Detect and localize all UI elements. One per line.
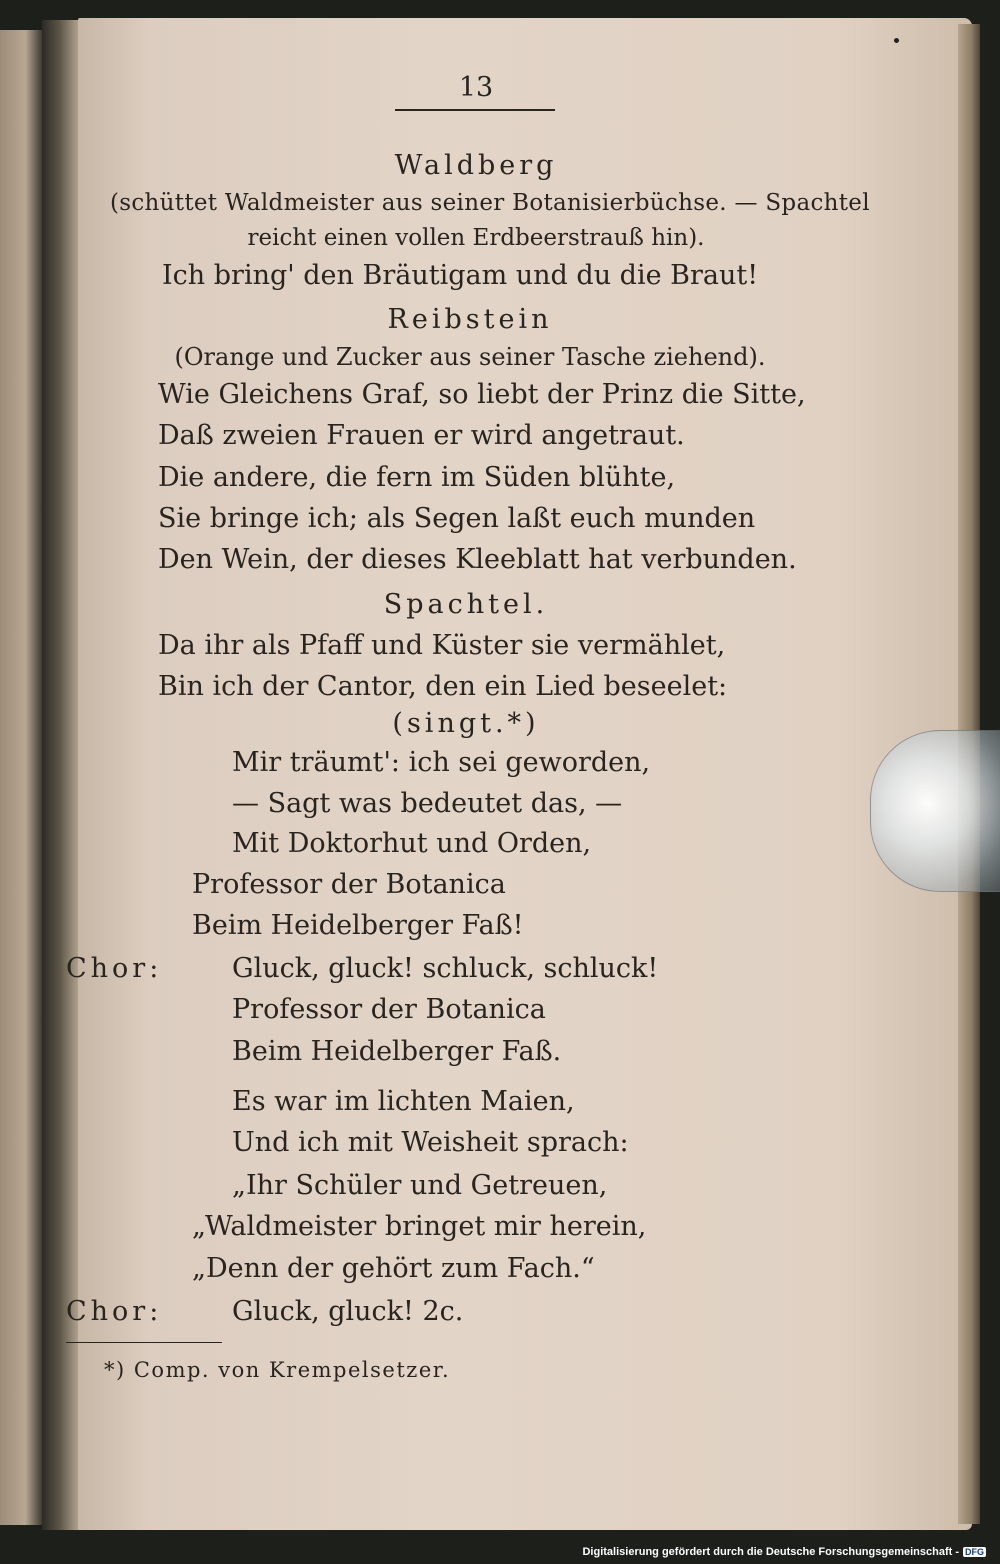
song-line: „Denn der gehört zum Fach.“ xyxy=(192,1253,595,1284)
verse-line: Daß zweien Frauen er wird angetraut. xyxy=(158,420,685,451)
credit-text: Digitalisierung gefördert durch die Deutsche Forschungsgemeinschaft - xyxy=(582,1546,959,1558)
stage-direction-2: (Orange und Zucker aus seiner Tasche ziehend). xyxy=(174,343,766,371)
dfg-logo: DFG xyxy=(965,1547,984,1557)
chorus-line: Gluck, gluck! 2c. xyxy=(232,1296,464,1327)
footnote: *) Comp. von Krempelsetzer. xyxy=(104,1358,451,1382)
verse-line: Da ihr als Pfaff und Küster sie vermählet, xyxy=(158,630,726,661)
speaker-reibstein: Reibstein xyxy=(387,304,553,335)
chorus-line: Gluck, gluck! schluck, schluck! xyxy=(232,953,659,984)
song-line: Professor der Botanica xyxy=(192,869,506,900)
song-line: Und ich mit Weisheit sprach: xyxy=(232,1127,629,1158)
song-line: Es war im lichten Maien, xyxy=(232,1086,575,1117)
page-clip xyxy=(870,730,1000,892)
song-line: Mit Doktorhut und Orden, xyxy=(232,828,592,859)
chorus-line: Beim Heidelberger Faß. xyxy=(232,1036,562,1067)
stage-direction-3: (singt.*) xyxy=(392,708,540,739)
song-line: Beim Heidelberger Faß! xyxy=(192,910,524,941)
speaker-waldberg: Waldberg xyxy=(394,150,558,181)
song-line: — Sagt was bedeutet das, — xyxy=(232,788,623,819)
song-line: Mir träumt': ich sei geworden, xyxy=(232,747,651,778)
header-rule xyxy=(395,109,555,111)
song-line: „Waldmeister bringet mir herein, xyxy=(192,1211,647,1242)
digitization-credit xyxy=(582,1546,986,1558)
page-number: 13 xyxy=(458,72,494,103)
speaker-spachtel: Spachtel. xyxy=(383,589,549,620)
footnote-rule xyxy=(66,1342,222,1343)
chorus-label: Chor: xyxy=(66,953,163,984)
verse-line: Sie bringe ich; als Segen laßt euch munden xyxy=(158,503,756,534)
verse-line: Die andere, die fern im Süden blühte, xyxy=(158,462,676,493)
ink-spot xyxy=(894,38,899,43)
facing-page-edge xyxy=(0,30,44,1525)
chorus-line: Professor der Botanica xyxy=(232,994,546,1025)
verse-line: Den Wein, der dieses Kleeblatt hat verbunden. xyxy=(158,544,797,575)
verse-line: Bin ich der Cantor, den ein Lied beseelet: xyxy=(158,671,728,702)
verse-line: Wie Gleichens Graf, so liebt der Prinz die Sitte, xyxy=(158,379,806,410)
chorus-label: Chor: xyxy=(66,1296,163,1327)
stage-direction-1a: (schüttet Waldmeister aus seiner Botanisierbüchse. — Spachtel xyxy=(110,190,870,216)
stage-direction-1b: reicht einen vollen Erdbeerstrauß hin). xyxy=(247,225,705,251)
song-line: „Ihr Schüler und Getreuen, xyxy=(232,1170,608,1201)
verse-line: Ich bring' den Bräutigam und du die Braut! xyxy=(162,260,759,291)
